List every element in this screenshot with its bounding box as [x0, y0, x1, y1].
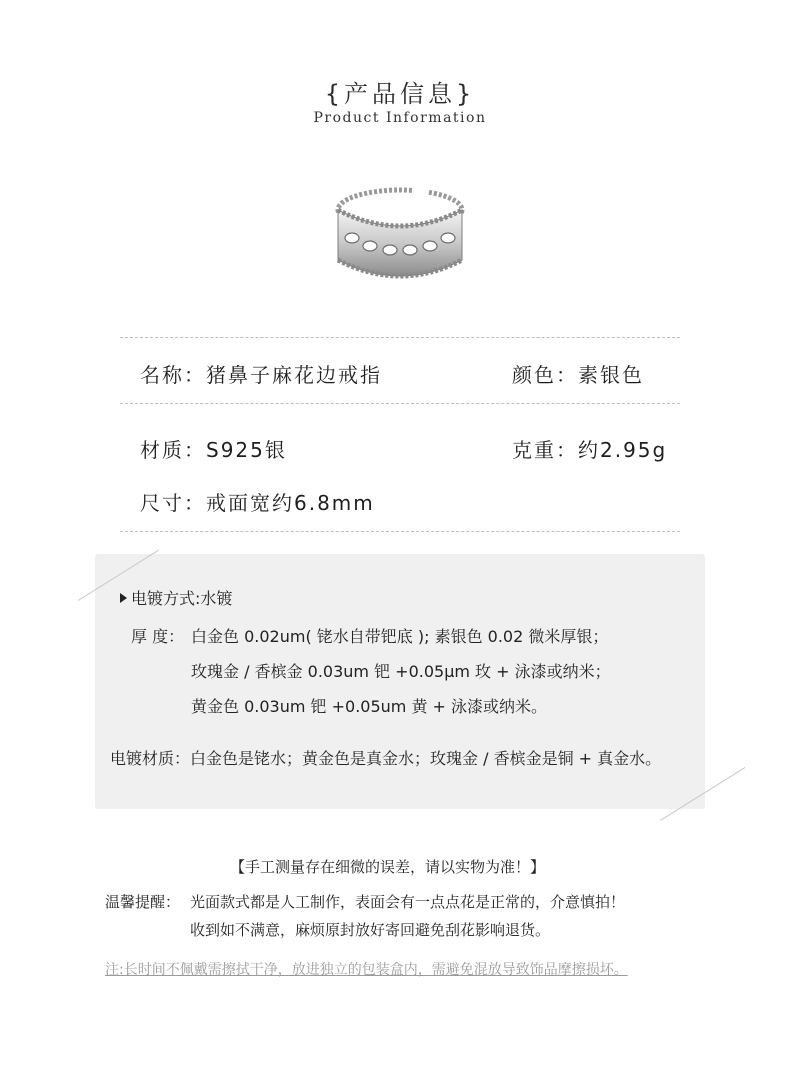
plating-method-text: 电镀方式:水镀	[131, 589, 233, 608]
triangle-bullet-icon	[120, 593, 127, 603]
spec-size-label: 尺寸：	[140, 491, 206, 515]
spec-color	[512, 359, 644, 388]
thickness-line-1: 白金色 0.02um( 铑水自带钯底 ); 素银色 0.02 微米厚银；	[191, 627, 609, 646]
plating-material-label: 电镀材质：	[110, 749, 191, 768]
plating-material-value: 白金色是铑水；黄金色是真金水；玫瑰金 / 香槟金是铜 + 真金水。	[190, 749, 662, 768]
divider	[120, 531, 680, 532]
care-footnote: 注:长时间不佩戴需擦拭干净，放进独立的包装盒内，需避免混放导致饰品摩擦损坏。	[105, 962, 628, 978]
spec-size	[140, 487, 375, 516]
spec-name-value: 猪鼻子麻花边戒指	[206, 363, 382, 387]
plating-method	[120, 586, 232, 609]
thickness-label: 厚 度：	[131, 627, 185, 646]
spec-color-label: 颜色：	[512, 363, 578, 387]
ring-product-image	[328, 180, 472, 292]
page-title: {产品信息}	[324, 80, 476, 108]
spec-material-value: S925银	[206, 438, 287, 462]
tip-label: 温馨提醒：	[105, 893, 181, 911]
tip-line-2: 收到如不满意，麻烦原封放好寄回避免刮花影响退货。	[190, 921, 551, 939]
spec-name	[140, 359, 382, 388]
divider	[120, 337, 680, 338]
spec-name-label: 名称：	[140, 363, 206, 387]
spec-weight	[512, 434, 667, 463]
thickness-line-2: 玫瑰金 / 香槟金 0.03um 钯 +0.05μm 玫 + 泳漆或纳米；	[191, 662, 611, 681]
handmade-notice: 【手工测量存在细微的误差，请以实物为准！】	[230, 858, 546, 876]
spec-weight-label: 克重：	[512, 438, 578, 462]
spec-size-value: 戒面宽约6.8mm	[206, 491, 375, 515]
spec-material	[140, 434, 287, 463]
thickness-line-3: 黄金色 0.03um 钯 +0.05um 黄 + 泳漆或纳米。	[191, 697, 548, 716]
tip-line-1: 光面款式都是人工制作，表面会有一点点花是正常的，介意慎拍！	[190, 893, 626, 911]
page-subtitle: Product Information	[313, 110, 487, 126]
spec-weight-value: 约2.95g	[578, 438, 668, 462]
spec-material-label: 材质：	[140, 438, 206, 462]
plating-material	[110, 746, 661, 769]
divider	[120, 403, 680, 404]
spec-color-value: 素银色	[578, 363, 644, 387]
